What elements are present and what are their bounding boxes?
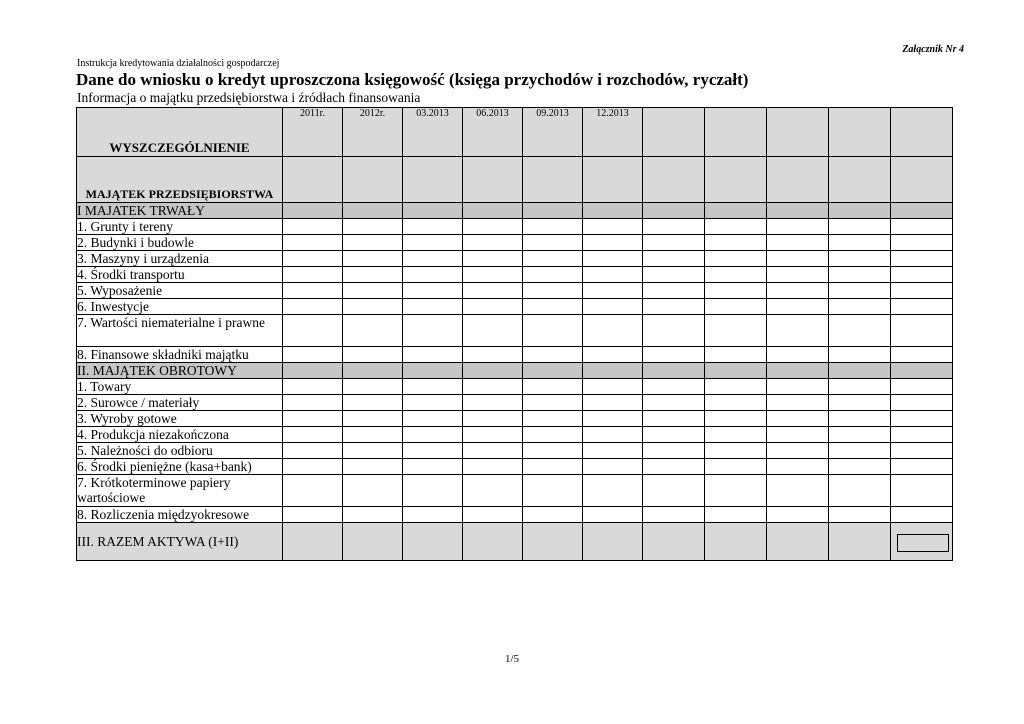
value-cell[interactable] bbox=[523, 299, 583, 315]
value-cell[interactable] bbox=[343, 475, 403, 507]
row-label: 2. Surowce / materiały bbox=[77, 395, 283, 411]
section-title: I MAJATEK TRWAŁY bbox=[77, 203, 283, 219]
value-cell[interactable] bbox=[523, 507, 583, 523]
row-label: 8. Finansowe składniki majątku bbox=[77, 347, 283, 363]
value-cell[interactable] bbox=[891, 427, 953, 443]
value-cell[interactable] bbox=[829, 395, 891, 411]
value-cell[interactable] bbox=[643, 427, 705, 443]
value-cell[interactable] bbox=[283, 235, 343, 251]
value-cell[interactable] bbox=[283, 267, 343, 283]
value-cell[interactable] bbox=[583, 379, 643, 395]
value-cell[interactable] bbox=[583, 507, 643, 523]
column-header: 12.2013 bbox=[583, 108, 643, 157]
value-cell[interactable] bbox=[891, 379, 953, 395]
value-cell[interactable] bbox=[583, 427, 643, 443]
value-cell[interactable] bbox=[705, 379, 767, 395]
total-cell bbox=[343, 523, 403, 561]
value-cell[interactable] bbox=[463, 347, 523, 363]
assets-table bbox=[76, 107, 953, 561]
value-cell[interactable] bbox=[283, 427, 343, 443]
value-cell[interactable] bbox=[343, 299, 403, 315]
value-cell[interactable] bbox=[343, 459, 403, 475]
value-cell[interactable] bbox=[583, 299, 643, 315]
row-label: 8. Rozliczenia międzyokresowe bbox=[77, 507, 283, 523]
value-cell[interactable] bbox=[643, 379, 705, 395]
table-row bbox=[77, 267, 953, 283]
description-header: WYSZCZEGÓLNIENIE bbox=[77, 108, 283, 157]
value-cell[interactable] bbox=[705, 427, 767, 443]
value-cell[interactable] bbox=[705, 267, 767, 283]
value-cell[interactable] bbox=[829, 299, 891, 315]
table-row bbox=[77, 459, 953, 475]
value-cell[interactable] bbox=[891, 251, 953, 267]
value-cell[interactable] bbox=[767, 219, 829, 235]
column-header: 03.2013 bbox=[403, 108, 463, 157]
value-cell[interactable] bbox=[343, 219, 403, 235]
value-cell[interactable] bbox=[643, 459, 705, 475]
value-cell[interactable] bbox=[643, 411, 705, 427]
value-cell[interactable] bbox=[463, 507, 523, 523]
value-cell[interactable] bbox=[583, 267, 643, 283]
table-row bbox=[77, 507, 953, 523]
value-cell[interactable] bbox=[829, 459, 891, 475]
value-cell[interactable] bbox=[403, 219, 463, 235]
row-label: 4. Produkcja niezakończona bbox=[77, 427, 283, 443]
group-header-row bbox=[77, 157, 953, 203]
total-inner-box bbox=[897, 534, 949, 552]
value-cell[interactable] bbox=[403, 315, 463, 347]
table-row bbox=[77, 251, 953, 267]
page-subtitle: Informacja o majątku przedsiębiorstwa i źródłach finansowania bbox=[77, 90, 421, 105]
value-cell[interactable] bbox=[829, 443, 891, 459]
table-row bbox=[77, 443, 953, 459]
row-label: 3. Wyroby gotowe bbox=[77, 411, 283, 427]
value-cell[interactable] bbox=[767, 299, 829, 315]
value-cell[interactable] bbox=[767, 251, 829, 267]
value-cell[interactable] bbox=[767, 267, 829, 283]
value-cell[interactable] bbox=[463, 475, 523, 507]
value-cell[interactable] bbox=[403, 379, 463, 395]
value-cell[interactable] bbox=[403, 267, 463, 283]
value-cell[interactable] bbox=[705, 443, 767, 459]
row-label: 6. Środki pieniężne (kasa+bank) bbox=[77, 459, 283, 475]
row-label: 3. Maszyny i urządzenia bbox=[77, 251, 283, 267]
value-cell[interactable] bbox=[705, 235, 767, 251]
value-cell[interactable] bbox=[583, 347, 643, 363]
value-cell[interactable] bbox=[705, 251, 767, 267]
value-cell[interactable] bbox=[523, 379, 583, 395]
value-cell[interactable] bbox=[283, 411, 343, 427]
total-cell bbox=[463, 523, 523, 561]
value-cell[interactable] bbox=[891, 299, 953, 315]
column-header: 2011r. bbox=[283, 108, 343, 157]
value-cell[interactable] bbox=[343, 251, 403, 267]
value-cell[interactable] bbox=[343, 411, 403, 427]
column-header: 06.2013 bbox=[463, 108, 523, 157]
value-cell[interactable] bbox=[891, 475, 953, 507]
value-cell[interactable] bbox=[705, 219, 767, 235]
row-label: 5. Należności do odbioru bbox=[77, 443, 283, 459]
value-cell[interactable] bbox=[583, 315, 643, 347]
page-title: Dane do wniosku o kredyt uproszczona księgowość (księga przychodów i rozchodów, ryczałt) bbox=[76, 70, 749, 89]
value-cell[interactable] bbox=[767, 459, 829, 475]
value-cell[interactable] bbox=[403, 299, 463, 315]
value-cell[interactable] bbox=[463, 267, 523, 283]
table-row bbox=[77, 283, 953, 299]
value-cell[interactable] bbox=[829, 507, 891, 523]
value-cell[interactable] bbox=[705, 507, 767, 523]
group-header: MAJĄTEK PRZEDSIĘBIORSTWA bbox=[77, 157, 283, 203]
value-cell[interactable] bbox=[767, 443, 829, 459]
value-cell[interactable] bbox=[523, 347, 583, 363]
value-cell[interactable] bbox=[767, 235, 829, 251]
value-cell[interactable] bbox=[343, 283, 403, 299]
value-cell[interactable] bbox=[523, 443, 583, 459]
value-cell[interactable] bbox=[891, 395, 953, 411]
value-cell[interactable] bbox=[643, 475, 705, 507]
table-row bbox=[77, 379, 953, 395]
value-cell[interactable] bbox=[463, 411, 523, 427]
value-cell[interactable] bbox=[523, 459, 583, 475]
value-cell[interactable] bbox=[403, 411, 463, 427]
value-cell[interactable] bbox=[523, 427, 583, 443]
value-cell[interactable] bbox=[643, 443, 705, 459]
value-cell[interactable] bbox=[891, 267, 953, 283]
value-cell[interactable] bbox=[343, 395, 403, 411]
value-cell[interactable] bbox=[891, 443, 953, 459]
value-cell[interactable] bbox=[829, 235, 891, 251]
value-cell[interactable] bbox=[343, 347, 403, 363]
value-cell[interactable] bbox=[283, 379, 343, 395]
value-cell[interactable] bbox=[283, 315, 343, 347]
value-cell[interactable] bbox=[523, 475, 583, 507]
value-cell[interactable] bbox=[463, 219, 523, 235]
table-row bbox=[77, 235, 953, 251]
value-cell[interactable] bbox=[583, 459, 643, 475]
section-title: II. MAJĄTEK OBROTOWY bbox=[77, 363, 283, 379]
total-row bbox=[77, 523, 953, 561]
row-label: 1. Towary bbox=[77, 379, 283, 395]
row-label: 5. Wyposażenie bbox=[77, 283, 283, 299]
value-cell[interactable] bbox=[643, 267, 705, 283]
value-cell[interactable] bbox=[583, 475, 643, 507]
value-cell[interactable] bbox=[891, 347, 953, 363]
value-cell[interactable] bbox=[463, 443, 523, 459]
value-cell[interactable] bbox=[705, 395, 767, 411]
value-cell[interactable] bbox=[829, 379, 891, 395]
value-cell[interactable] bbox=[829, 267, 891, 283]
value-cell[interactable] bbox=[463, 235, 523, 251]
row-label: 7. Wartości niematerialne i prawne bbox=[77, 315, 283, 347]
value-cell[interactable] bbox=[829, 475, 891, 507]
table-row bbox=[77, 347, 953, 363]
value-cell[interactable] bbox=[403, 395, 463, 411]
total-cell bbox=[403, 523, 463, 561]
value-cell[interactable] bbox=[767, 315, 829, 347]
value-cell[interactable] bbox=[403, 283, 463, 299]
value-cell[interactable] bbox=[767, 475, 829, 507]
value-cell[interactable] bbox=[343, 235, 403, 251]
value-cell[interactable] bbox=[283, 347, 343, 363]
value-cell[interactable] bbox=[829, 251, 891, 267]
value-cell[interactable] bbox=[583, 443, 643, 459]
table-row bbox=[77, 315, 953, 347]
value-cell[interactable] bbox=[705, 459, 767, 475]
row-label: 6. Inwestycje bbox=[77, 299, 283, 315]
column-header bbox=[767, 108, 829, 157]
value-cell[interactable] bbox=[891, 411, 953, 427]
total-cell bbox=[583, 523, 643, 561]
column-header: 2012r. bbox=[343, 108, 403, 157]
value-cell[interactable] bbox=[829, 411, 891, 427]
value-cell[interactable] bbox=[583, 283, 643, 299]
value-cell[interactable] bbox=[705, 315, 767, 347]
value-cell[interactable] bbox=[523, 251, 583, 267]
page-number: 1/5 bbox=[504, 653, 520, 665]
value-cell[interactable] bbox=[643, 251, 705, 267]
value-cell[interactable] bbox=[643, 219, 705, 235]
total-cell bbox=[767, 523, 829, 561]
table-row bbox=[77, 219, 953, 235]
value-cell[interactable] bbox=[523, 219, 583, 235]
value-cell[interactable] bbox=[643, 299, 705, 315]
value-cell[interactable] bbox=[583, 235, 643, 251]
value-cell[interactable] bbox=[403, 507, 463, 523]
value-cell[interactable] bbox=[891, 283, 953, 299]
value-cell[interactable] bbox=[403, 443, 463, 459]
table-row bbox=[77, 427, 953, 443]
value-cell[interactable] bbox=[463, 395, 523, 411]
annex-label: Załącznik Nr 4 bbox=[902, 44, 964, 55]
value-cell[interactable] bbox=[283, 507, 343, 523]
value-cell[interactable] bbox=[705, 299, 767, 315]
value-cell[interactable] bbox=[583, 395, 643, 411]
value-cell[interactable] bbox=[891, 507, 953, 523]
table-row bbox=[77, 395, 953, 411]
value-cell[interactable] bbox=[643, 283, 705, 299]
value-cell[interactable] bbox=[343, 267, 403, 283]
value-cell[interactable] bbox=[891, 219, 953, 235]
value-cell[interactable] bbox=[283, 219, 343, 235]
value-cell[interactable] bbox=[463, 459, 523, 475]
value-cell[interactable] bbox=[463, 299, 523, 315]
section-row-current-assets bbox=[77, 363, 953, 379]
value-cell[interactable] bbox=[767, 427, 829, 443]
table-row bbox=[77, 475, 953, 507]
value-cell[interactable] bbox=[403, 347, 463, 363]
column-header bbox=[705, 108, 767, 157]
value-cell[interactable] bbox=[283, 475, 343, 507]
value-cell[interactable] bbox=[767, 395, 829, 411]
value-cell[interactable] bbox=[403, 235, 463, 251]
value-cell[interactable] bbox=[283, 283, 343, 299]
value-cell[interactable] bbox=[283, 459, 343, 475]
value-cell[interactable] bbox=[403, 459, 463, 475]
table-row bbox=[77, 299, 953, 315]
value-cell[interactable] bbox=[583, 251, 643, 267]
value-cell[interactable] bbox=[643, 235, 705, 251]
value-cell[interactable] bbox=[343, 427, 403, 443]
value-cell[interactable] bbox=[403, 475, 463, 507]
value-cell[interactable] bbox=[767, 411, 829, 427]
value-cell[interactable] bbox=[343, 315, 403, 347]
value-cell[interactable] bbox=[891, 459, 953, 475]
total-cell bbox=[643, 523, 705, 561]
value-cell[interactable] bbox=[583, 411, 643, 427]
row-label: 7. Krótkoterminowe papiery wartościowe bbox=[77, 475, 283, 507]
value-cell[interactable] bbox=[705, 411, 767, 427]
row-label: 4. Środki transportu bbox=[77, 267, 283, 283]
value-cell[interactable] bbox=[403, 251, 463, 267]
document-header: Instrukcja kredytowania działalności gospodarczej bbox=[77, 58, 280, 69]
value-cell[interactable] bbox=[463, 315, 523, 347]
total-cell bbox=[283, 523, 343, 561]
value-cell[interactable] bbox=[463, 251, 523, 267]
value-cell[interactable] bbox=[283, 251, 343, 267]
value-cell[interactable] bbox=[283, 443, 343, 459]
value-cell[interactable] bbox=[643, 507, 705, 523]
column-header bbox=[891, 108, 953, 157]
value-cell[interactable] bbox=[283, 299, 343, 315]
value-cell[interactable] bbox=[891, 315, 953, 347]
value-cell[interactable] bbox=[767, 283, 829, 299]
value-cell[interactable] bbox=[767, 379, 829, 395]
value-cell[interactable] bbox=[829, 427, 891, 443]
column-header: 09.2013 bbox=[523, 108, 583, 157]
row-label: 2. Budynki i budowle bbox=[77, 235, 283, 251]
value-cell[interactable] bbox=[643, 395, 705, 411]
value-cell[interactable] bbox=[767, 507, 829, 523]
total-cell bbox=[829, 523, 891, 561]
column-header bbox=[643, 108, 705, 157]
value-cell[interactable] bbox=[705, 283, 767, 299]
value-cell[interactable] bbox=[891, 235, 953, 251]
value-cell[interactable] bbox=[523, 267, 583, 283]
value-cell[interactable] bbox=[583, 219, 643, 235]
total-label: III. RAZEM AKTYWA (I+II) bbox=[77, 523, 283, 561]
value-cell[interactable] bbox=[523, 411, 583, 427]
value-cell[interactable] bbox=[523, 395, 583, 411]
value-cell[interactable] bbox=[283, 395, 343, 411]
total-cell bbox=[523, 523, 583, 561]
value-cell[interactable] bbox=[463, 427, 523, 443]
value-cell[interactable] bbox=[829, 219, 891, 235]
column-header bbox=[829, 108, 891, 157]
section-row-fixed-assets bbox=[77, 203, 953, 219]
value-cell[interactable] bbox=[643, 347, 705, 363]
value-cell[interactable] bbox=[403, 427, 463, 443]
total-cell bbox=[705, 523, 767, 561]
row-label: 1. Grunty i tereny bbox=[77, 219, 283, 235]
value-cell[interactable] bbox=[463, 283, 523, 299]
value-cell[interactable] bbox=[523, 283, 583, 299]
value-cell[interactable] bbox=[829, 347, 891, 363]
value-cell[interactable] bbox=[343, 507, 403, 523]
header-row bbox=[77, 108, 953, 157]
value-cell[interactable] bbox=[705, 475, 767, 507]
value-cell[interactable] bbox=[463, 379, 523, 395]
value-cell[interactable] bbox=[829, 283, 891, 299]
value-cell[interactable] bbox=[343, 379, 403, 395]
total-cell bbox=[891, 523, 953, 561]
value-cell[interactable] bbox=[767, 347, 829, 363]
value-cell[interactable] bbox=[705, 347, 767, 363]
value-cell[interactable] bbox=[829, 315, 891, 347]
value-cell[interactable] bbox=[523, 315, 583, 347]
value-cell[interactable] bbox=[643, 315, 705, 347]
value-cell[interactable] bbox=[343, 443, 403, 459]
value-cell[interactable] bbox=[523, 235, 583, 251]
table-row bbox=[77, 411, 953, 427]
